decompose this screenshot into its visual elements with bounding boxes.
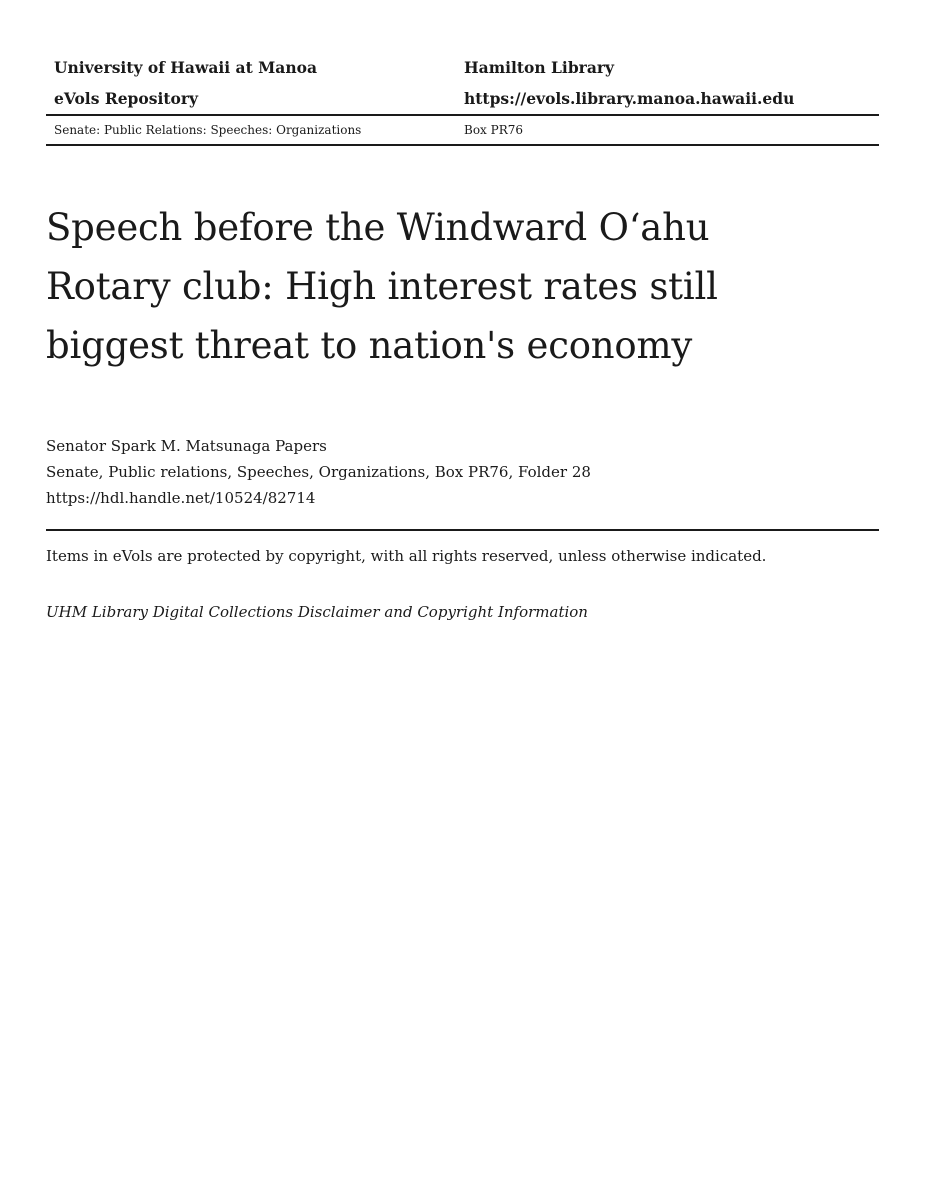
repository-name: eVols Repository bbox=[54, 89, 199, 108]
document-title: Speech before the Windward O‘ahu Rotary club: High interest rates still biggest threat to nation's economy bbox=[46, 206, 718, 367]
document-page bbox=[46, 52, 879, 624]
header-bottom-divider bbox=[46, 144, 879, 146]
collection-name: Senator Spark M. Matsunaga Papers bbox=[46, 437, 327, 455]
disclaimer-link[interactable]: UHM Library Digital Collections Disclaimer and Copyright Information bbox=[46, 603, 588, 621]
collection-path: Senate: Public Relations: Speeches: Organizations bbox=[54, 123, 362, 137]
metadata-divider bbox=[46, 529, 879, 531]
institution-name: University of Hawaii at Manoa bbox=[54, 58, 317, 77]
library-name: Hamilton Library bbox=[464, 58, 615, 77]
header-row-1 bbox=[46, 52, 879, 83]
rights-statement: Items in eVols are protected by copyright, with all rights reserved, unless otherwise indicated. bbox=[46, 547, 767, 565]
box-label: Box PR76 bbox=[464, 123, 524, 137]
header-row-3 bbox=[46, 116, 879, 144]
handle-link[interactable]: https://hdl.handle.net/10524/82714 bbox=[46, 489, 316, 507]
repository-url[interactable]: https://evols.library.manoa.hawaii.edu bbox=[464, 89, 795, 108]
header-row-2 bbox=[46, 83, 879, 114]
document-metadata bbox=[46, 433, 879, 511]
folder-location: Senate, Public relations, Speeches, Organizations, Box PR76, Folder 28 bbox=[46, 463, 591, 481]
